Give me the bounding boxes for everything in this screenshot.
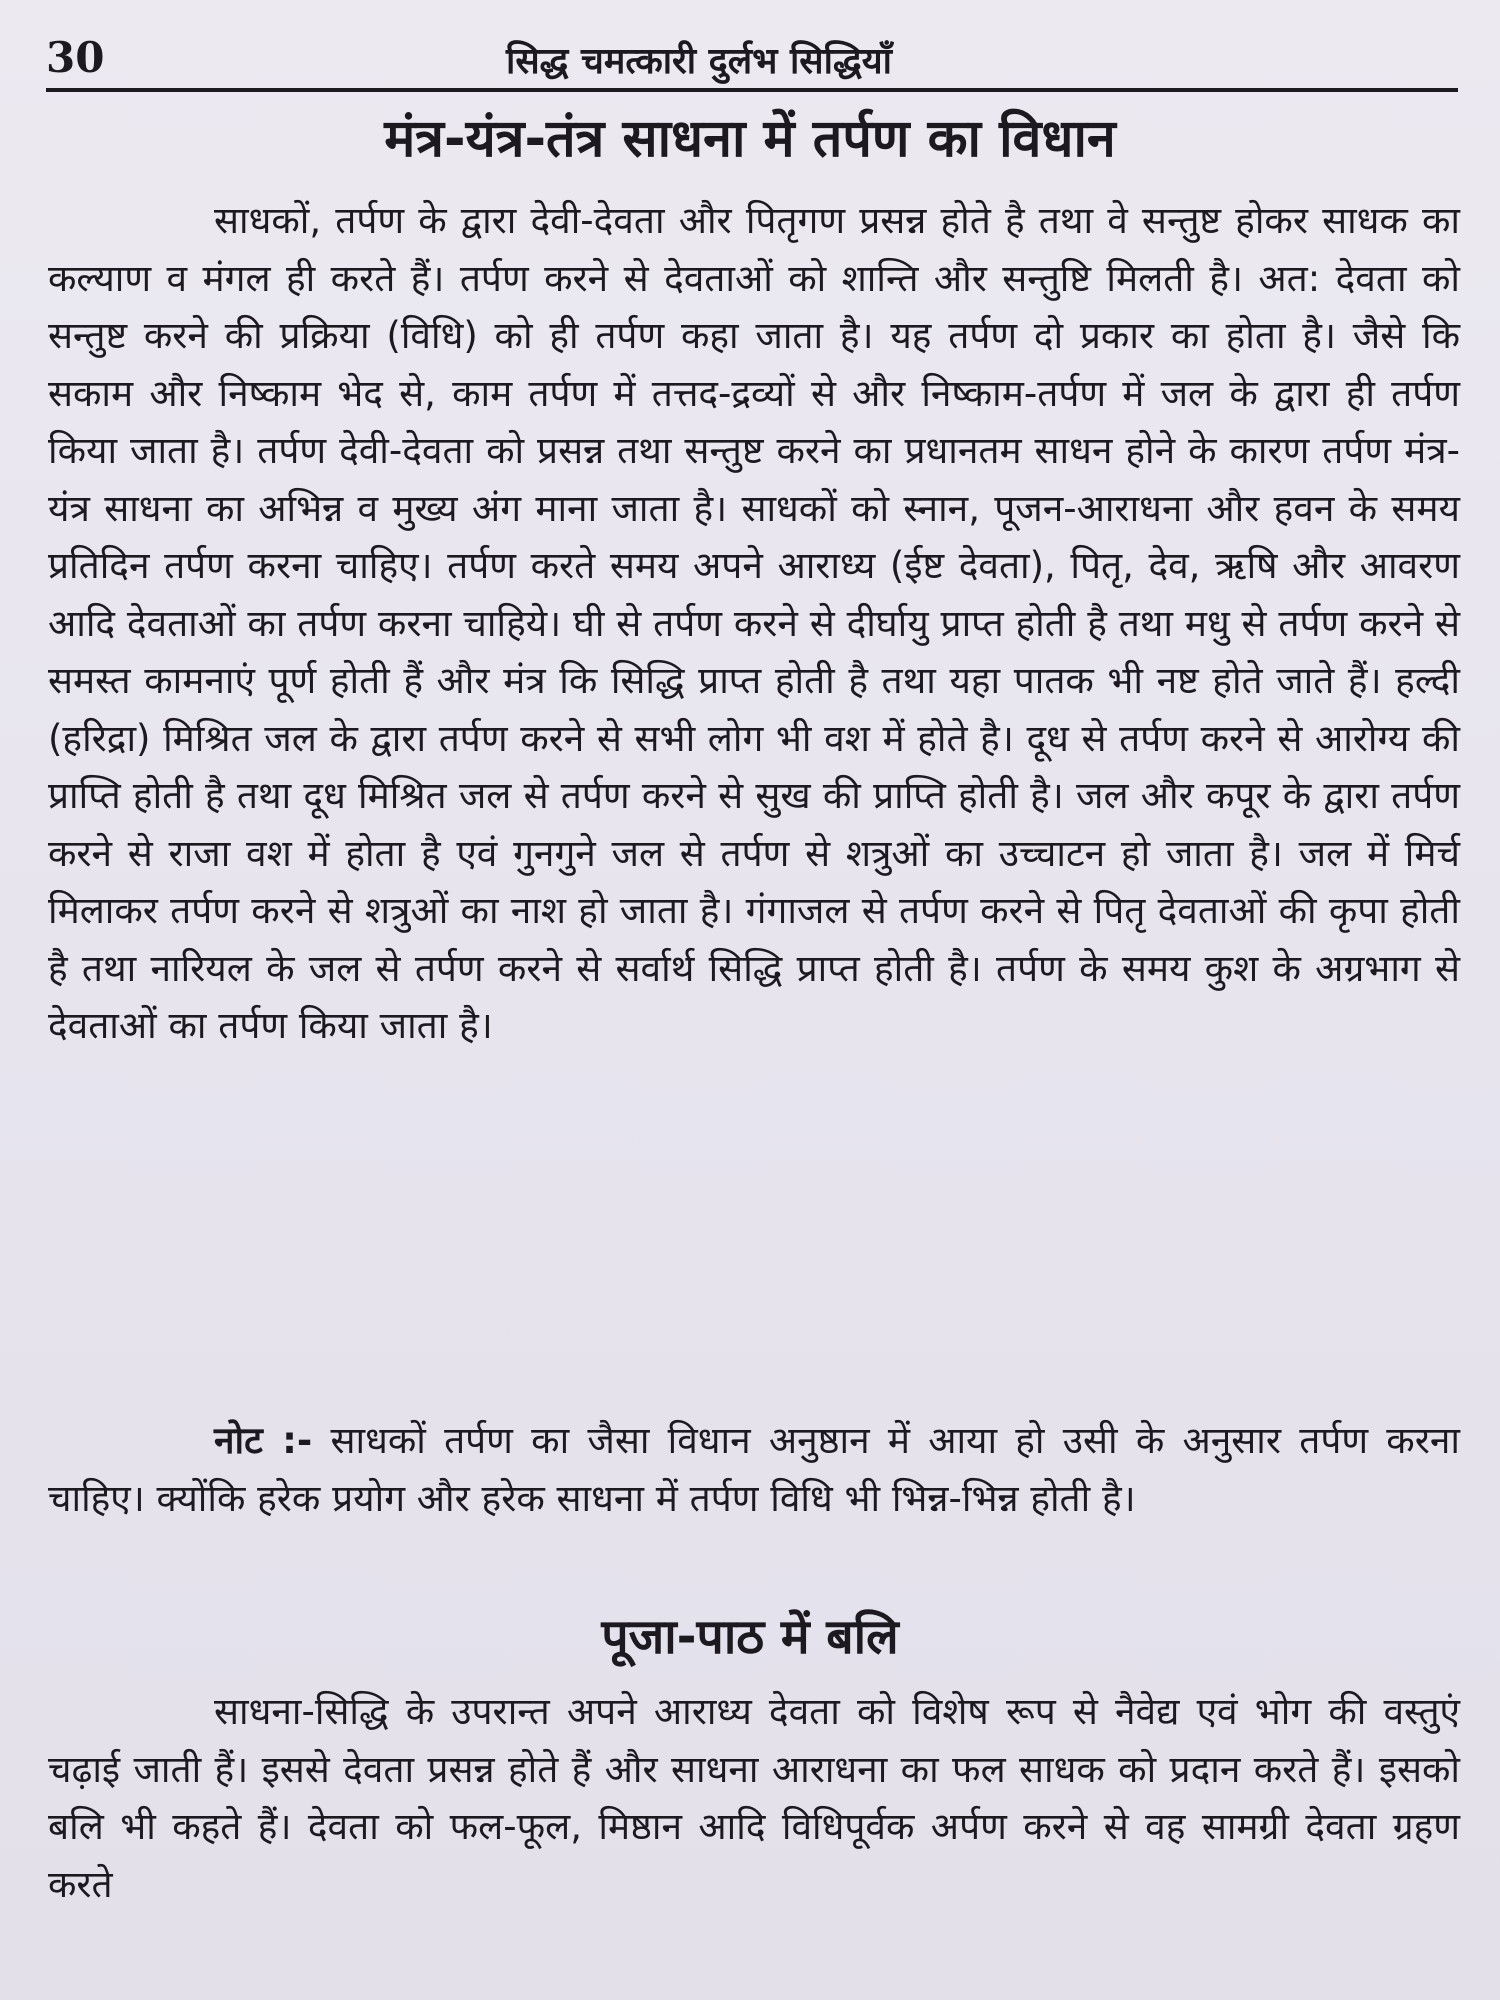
page-header xyxy=(46,28,1458,92)
paragraph-tarpan: साधकों, तर्पण के द्वारा देवी-देवता और पितृगण प्रसन्न होते है तथा वे सन्तुष्ट होकर साधक का कल्याण व मंगल ही करते हैं। तर्पण करने से देवताओं को शान्ति और सन्तुष्टि मिलती है। अत: देवता को सन्तुष्ट करने की प्रक्रिया (विधि) को ही तर्पण कहा जाता है। यह तर्पण दो प्रकार का होता है। जैसे कि सकाम और निष्काम भेद से, काम तर्पण में तत्तद-द्रव्यों से और निष्काम-तर्पण में जल के द्वारा ही तर्पण किया जाता है। तर्पण देवी-देवता को प्रसन्न तथा सन्तुष्ट करने का प्रधानतम साधन होने के कारण तर्पण मंत्र-यंत्र साधना का अभिन्न व मुख्य अंग माना जाता है। साधकों को स्नान, पूजन-आराधना और हवन के समय प्रतिदिन तर्पण करना चाहिए। तर्पण करते समय अपने आराध्य (ईष्ट देवता), पितृ, देव, ऋषि और आवरण आदि देवताओं का तर्पण करना चाहिये। घी से तर्पण करने से दीर्घायु प्राप्त होती है तथा मधु से तर्पण करने से समस्त कामनाएं पूर्ण होती हैं और मंत्र कि सिद्धि प्राप्त होती है तथा यहा पातक भी नष्ट होते जाते हैं। हल्दी (हरिद्रा) मिश्रित जल के द्वारा तर्पण करने से सभी लोग भी वश में होते है। दूध से तर्पण करने से आरोग्य की प्राप्ति होती है तथा दूध मिश्रित जल से तर्पण करने से सुख की प्राप्ति होती है। जल और कपूर के द्वारा तर्पण करने से राजा वश में होता है एवं गुनगुने जल से तर्पण से शत्रुओं का उच्चाटन हो जाता है। जल में मिर्च मिलाकर तर्पण करने से शत्रुओं का नाश हो जाता है। गंगाजल से तर्पण करने से पितृ देवताओं की कृपा होती है तथा नारियल के जल से तर्पण करने से सर्वार्थ सिद्धि प्राप्त होती है। तर्पण के समय कुश के अग्रभाग से देवताओं का तर्पण किया जाता है। xyxy=(48,199,1460,1047)
paragraph-bali: साधना-सिद्धि के उपरान्त अपने आराध्य देवता को विशेष रूप से नैवेद्य एवं भोग की वस्तुएं चढ़ाई जाती हैं। इससे देवता प्रसन्न होते हैं और साधना आराधना का फल साधक को प्रदान करते हैं। इसको बलि भी कहते हैं। देवता को फल-फूल, मिष्ठान आदि विधिपूर्वक अर्पण करने से वह सामग्री देवता ग्रहण करते xyxy=(48,1690,1460,1906)
note-label: नोट :- xyxy=(214,1419,313,1462)
running-title: सिद्ध चमत्कारी दुर्लभ सिद्धियाँ xyxy=(506,41,892,82)
note-text: साधकों तर्पण का जैसा विधान अनुष्ठान में आया हो उसी के अनुसार तर्पण करना चाहिए। क्योंकि हरेक प्रयोग और हरेक साधना में तर्पण विधि भी भिन्न-भिन्न होती है। xyxy=(48,1419,1460,1520)
section-title-bali: पूजा-पाठ में बलि xyxy=(601,1609,899,1665)
page-number: 30 xyxy=(46,33,105,82)
section-title-tarpan: मंत्र-यंत्र-तंत्र साधना में तर्पण का विधान xyxy=(384,109,1116,169)
note-paragraph xyxy=(48,1412,1460,1527)
